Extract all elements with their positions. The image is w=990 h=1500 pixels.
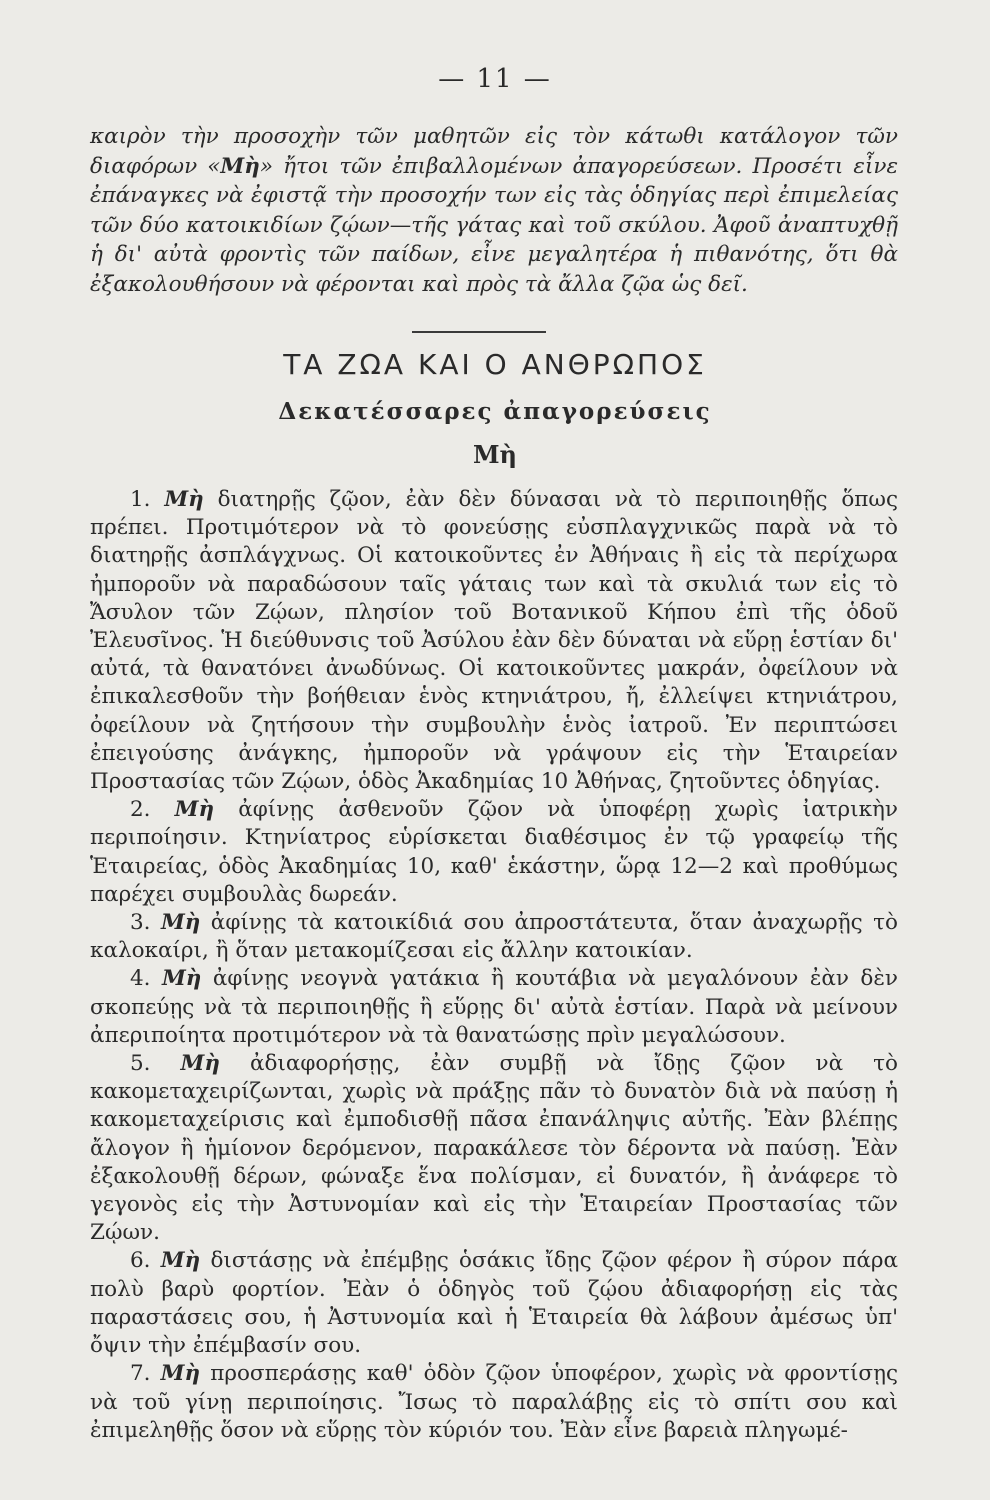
item-text: ἀφίνῃς ἀσθενοῦν ζῷον νὰ ὑποφέρῃ χωρὶς ἰατρικὴν περιποίησιν. Κτηνίατρος εὑρίσκεται διαθέσιμος ἐν τῷ γραφείῳ τῆς Ἑταιρείας, ὁδὸς Ἀκαδημίας 10, καθ' ἑκάστην, ὥρᾳ 12—2 καὶ προθύμως παρέχει συμβουλὰς δωρεάν. <box>90 797 898 907</box>
list-item <box>90 1050 898 1247</box>
item-keyword: Μὴ <box>180 1051 220 1077</box>
item-number: 3. <box>130 910 151 936</box>
section-heading: ΤΑ ΖΩΑ ΚΑΙ Ο ΑΝΘΡΩΠΟΣ <box>283 348 707 381</box>
item-number: 6. <box>130 1248 151 1274</box>
page-number: — 11 — <box>438 64 552 94</box>
prohibitions-list <box>90 486 898 1445</box>
item-text: διστάσῃς νὰ ἐπέμβῃς ὁσάκις ἴδῃς ζῷον φέρον ἢ σύρον πάρα πολὺ βαρὺ φορτίον. Ἐὰν ὁ ὁδηγὸς τοῦ ζῴου ἀδιαφορήσῃ εἰς τὰς παραστάσεις σου, ἡ Ἀστυνομία καὶ ἡ Ἑταιρεία θὰ λάβουν ἀμέσως ὑπ' ὄψιν τὴν ἐπέμβασίν σου. <box>90 1248 898 1359</box>
section-divider <box>412 331 546 333</box>
item-number: 2. <box>130 797 151 823</box>
item-text: ἀφίνῃς τὰ κατοικίδιά σου ἀπροστάτευτα, ὅταν ἀναχωρῇς τὸ καλοκαίρι, ἢ ὅταν μετακομίζεσαι εἰς ἄλλην κατοικίαν. <box>90 910 898 964</box>
item-text: διατηρῇς ζῷον, ἐὰν δὲν δύνασαι νὰ τὸ περιποιηθῇς ὅπως πρέπει. Προτιμότερον νὰ τὸ φονεύσῃς εὐσπλαγχνικῶς παρὰ νὰ τὸ διατηρῇς ἀσπλάγχνως. Οἱ κατοικοῦντες ἐν Ἀθήναις ἢ εἰς τὰ περίχωρα ἠμποροῦν νὰ παραδώσουν ταῖς γάταις των καὶ τὰ σκυλιά των εἰς τὸ Ἄσυλον τῶν Ζῴων, πλησίον τοῦ Βοτανικοῦ Κήπου ἐπὶ τῆς ὁδοῦ Ἐλευσῖνος. Ἡ διεύθυνσις τοῦ Ἀσύλου ἐὰν δὲν δύναται νὰ εὕρῃ ἑστίαν δι' αὐτά, τὰ θανατόνει ἀνωδύνως. Οἱ κατοικοῦντες μακράν, ὀφείλουν νὰ ἐπικαλεσθοῦν τὴν βοήθειαν ἑνὸς κτηνιάτρου, ἤ, ἐλλείψει κτηνιάτρου, ὀφείλουν νὰ ζητήσουν τὴν συμβουλὴν ἑνὸς ἰατροῦ. Ἐν περιπτώσει ἐπειγούσης ἀνάγκης, ἠμποροῦν νὰ γράψουν εἰς τὴν Ἑταιρείαν Προστασίας τῶν Ζῴων, ὁδὸς Ἀκαδημίας 10 Ἀθήνας, ζητοῦντες ὁδηγίας. <box>90 487 898 795</box>
item-keyword: Μὴ <box>160 910 201 936</box>
list-item <box>90 909 898 965</box>
item-keyword: Μὴ <box>160 1248 201 1274</box>
item-number: 4. <box>130 966 151 992</box>
intro-text-end: » ἤτοι τῶν ἐπιβαλλομένων ἀπαγορεύσεων. Προσέτι εἶνε ἐπάναγκες νὰ ἐφιστᾷ τὴν προσοχήν των εἰς τὰς ὁδηγίας περὶ ἐπιμελείας τῶν δύο κατοικιδίων ζῴων—τῆς γάτας καὶ τοῦ σκύλου. Ἀφοῦ ἀναπτυχθῇ ἡ δι' αὐτὰ φροντὶς τῶν παίδων, εἶνε μεγαλητέρα ἡ πιθανότης, ὅτι θὰ ἐξακολουθήσουν νὰ φέρονται καὶ πρὸς τὰ ἄλλα ζῷα ὡς δεῖ. <box>90 153 898 297</box>
intro-emphasis: Μὴ <box>220 153 260 179</box>
item-keyword: Μὴ <box>164 487 204 512</box>
list-item <box>90 486 898 796</box>
item-number: 1. <box>130 487 151 512</box>
item-text: ἀδιαφορήσῃς, ἐὰν συμβῇ νὰ ἴδῃς ζῷον νὰ τὸ κακομεταχειρίζωνται, χωρὶς νὰ πράξῃς πᾶν τὸ δυνατὸν διὰ νὰ παύσῃ ἡ κακομεταχείρισις καὶ ἐμποδισθῇ πᾶσα ἐπανάληψις αὐτῆς. Ἐὰν βλέπῃς ἄλογον ἢ ἡμίονον δερόμενον, παρακάλεσε τὸν δέροντα νὰ παύσῃ. Ἐὰν ἐξακολουθῇ δέρων, φώναξε ἕνα πολίσμαν, εἰ δυνατόν, ἢ ἀνάφερε τὸ γεγονὸς εἰς τὴν Ἀστυνομίαν καὶ εἰς τὴν Ἑταιρείαν Προστασίας τῶν Ζῴων. <box>90 1051 898 1246</box>
section-keyword: Μὴ <box>472 440 517 469</box>
intro-text-start: καιρὸν τὴν προσοχὴν τῶν μαθητῶν εἰς τὸν κάτωθι κατάλογον τῶν διαφόρων « <box>90 124 898 179</box>
list-item <box>90 1247 898 1360</box>
intro-paragraph <box>90 122 898 300</box>
item-number: 5. <box>130 1051 151 1077</box>
item-text: ἀφίνῃς νεογνὰ γατάκια ἢ κουτάβια νὰ μεγαλόνουν ἐὰν δὲν σκοπεύῃς νὰ τὰ περιποιηθῇς ἢ εὕρῃς δι' αὐτὰ ἑστίαν. Παρὰ νὰ μείνουν ἀπεριποίητα προτιμότερον νὰ τὰ θανατώσῃς πρὶν μεγαλώσουν. <box>90 966 898 1048</box>
list-item <box>90 796 898 909</box>
item-keyword: Μὴ <box>174 797 215 823</box>
item-text: προσπεράσῃς καθ' ὁδὸν ζῷον ὑποφέρον, χωρὶς νὰ φροντίσῃς νὰ τοῦ γίνῃ περιποίησις. Ἴσως τὸ παραλάβῃς εἰς τὸ σπίτι σου καὶ ἐπιμεληθῇς ὅσον νὰ εὕρῃς τὸν κύριόν του. Ἐὰν εἶνε βαρειὰ πληγωμέ- <box>90 1361 899 1443</box>
list-item <box>90 965 898 1050</box>
item-keyword: Μὴ <box>160 1361 201 1387</box>
section-subheading: Δεκατέσσαρες ἀπαγορεύσεις <box>278 398 712 425</box>
item-keyword: Μὴ <box>161 966 202 992</box>
item-number: 7. <box>130 1361 151 1387</box>
list-item <box>90 1360 898 1445</box>
